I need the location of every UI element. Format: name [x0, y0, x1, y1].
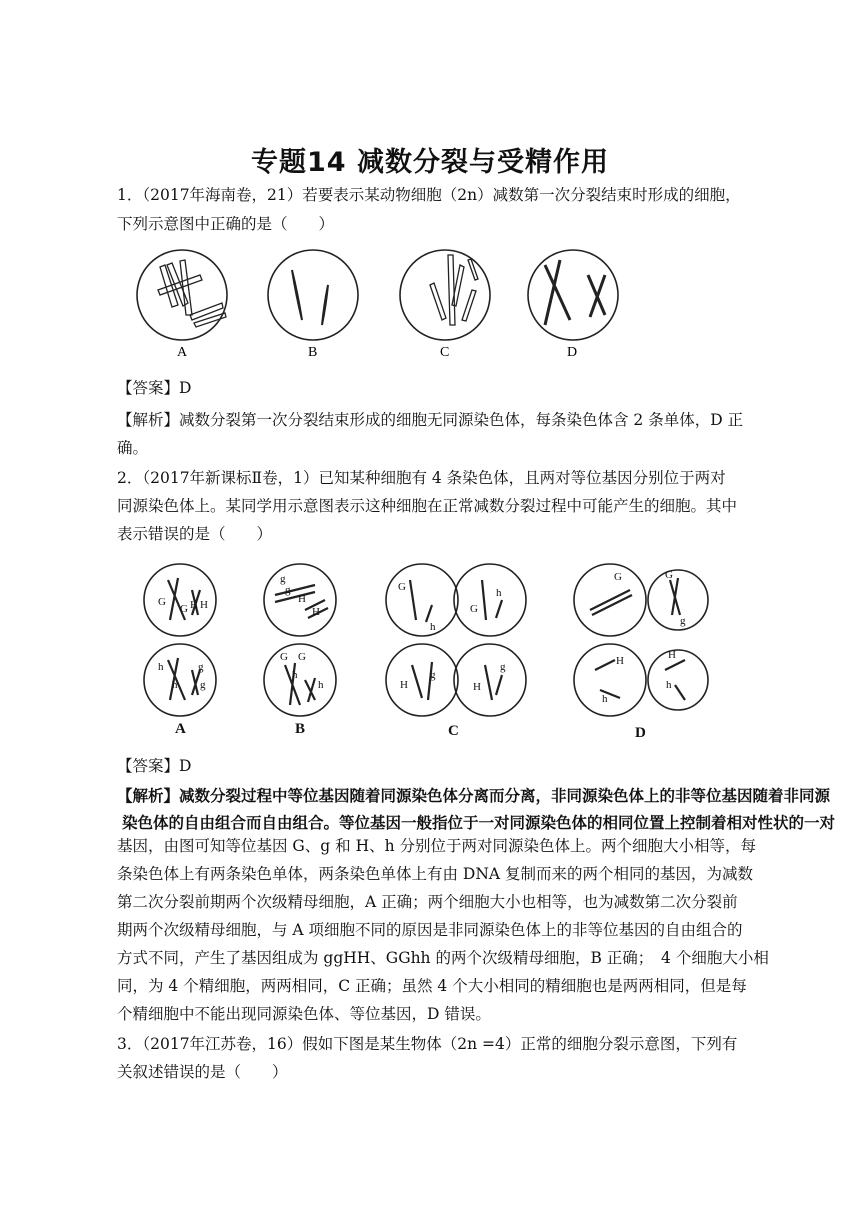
q2-gene-label: h: [602, 693, 608, 705]
q1-label-b: B: [308, 345, 318, 360]
q2-analysis-line4: 条染色体上有两条染色单体，两条染色单体上有由 DNA 复制而来的两个相同的基因，为减数: [117, 865, 754, 883]
q2-gene-label: g: [200, 679, 206, 691]
q2-stem-line2: 同源染色体上。某同学用示意图表示这种细胞在正常减数分裂过程中可能产生的细胞。其中: [117, 497, 738, 515]
q2-answer: 【答案】D: [117, 757, 192, 775]
q2-gene-label: G: [614, 571, 622, 583]
q2-label-b: B: [295, 721, 306, 737]
q2-stem-line3: 表示错误的是（ ）: [117, 525, 273, 543]
q2-label-a: A: [175, 721, 186, 737]
q2-analysis-line6: 期两个次级精母细胞，与 A 项细胞不同的原因是非同源染色体上的非等位基因的自由组合的: [117, 921, 743, 939]
q2-label-d: D: [635, 725, 646, 740]
q1-label-a: A: [177, 345, 188, 360]
q2-gene-label: H: [616, 655, 624, 667]
q2-figure: [140, 560, 710, 740]
q2-gene-label: H: [400, 679, 408, 691]
q2-analysis-line3: 基因，由图可知等位基因 G、g 和 H、h 分别位于两对同源染色体上。两个细胞大小相等，每: [117, 837, 757, 855]
q2-gene-label: H: [473, 681, 481, 693]
q2-analysis-line7: 方式不同，产生了基因组成为 ggHH、GGhh 的两个次级精母细胞，B 正确； 4 个细胞大小相: [117, 949, 769, 967]
q2-analysis-line5: 第二次分裂前期两个次级精母细胞，A 正确；两个细胞大小也相等，也为减数第二次分裂前: [117, 893, 738, 911]
q1-cell-a: [137, 250, 227, 340]
q1-answer: 【答案】D: [117, 379, 192, 397]
q2-gene-label: h: [158, 661, 164, 673]
q2-analysis-line2: 染色体的自由组合而自由组合。等位基因一般指位于一对同源染色体的相同位置上控制着相对性状的一对: [122, 814, 836, 832]
page-title: 专题14 减数分裂与受精作用: [251, 147, 609, 178]
q1-cell-b: [268, 250, 358, 340]
q2-gene-label: G: [180, 603, 188, 615]
q2-label-c: C: [448, 723, 459, 739]
q2-gene-label: g: [198, 661, 204, 673]
q1-figure: [130, 245, 630, 370]
q1-cell-c: [400, 250, 490, 340]
q2-gene-label: h: [496, 587, 502, 599]
q2-gene-label: G: [280, 651, 288, 663]
q2-gene-label: H: [200, 599, 208, 611]
q2-gene-label: h: [172, 679, 178, 691]
q2-gene-label: G: [665, 569, 673, 581]
q2-gene-label: H: [312, 606, 320, 618]
q1-label-c: C: [440, 345, 450, 360]
q2-gene-label: g: [680, 615, 686, 627]
q1-stem-line1: 1．（2017年海南卷，21）若要表示某动物细胞（2n）减数第一次分裂结束时形成的细胞，: [117, 186, 741, 204]
q2-gene-label: g: [500, 661, 506, 673]
q1-analysis-line1: 【解析】减数分裂第一次分裂结束形成的细胞无同源染色体，每条染色体含 2 条单体，D 正: [117, 411, 744, 429]
q2-gene-label: h: [666, 679, 672, 691]
q2-gene-label: g: [285, 584, 291, 596]
q2-gene-label: h: [318, 679, 324, 691]
q2-gene-label: h: [430, 621, 436, 633]
q2-gene-label: G: [298, 651, 306, 663]
q2-gene-label: H: [298, 593, 306, 605]
q3-stem-line2: 关叙述错误的是（ ）: [117, 1063, 288, 1081]
q2-analysis-line8: 同，为 4 个精细胞，两两相同，C 正确；虽然 4 个大小相同的精细胞也是两两相同，但是每: [117, 977, 747, 995]
q1-analysis-line2: 确。: [117, 439, 149, 457]
q2-gene-label: g: [430, 669, 436, 681]
q2-gene-label: H: [190, 599, 198, 611]
q1-label-d: D: [567, 345, 578, 360]
q2-gene-label: G: [158, 596, 166, 608]
q2-analysis-line1: 【解析】减数分裂过程中等位基因随着同源染色体分离而分离，非同源染色体上的非等位基因随着非同源: [117, 787, 831, 805]
q1-cell-d: [528, 250, 618, 340]
q3-stem-line1: 3．（2017年江苏卷，16）假如下图是某生物体（2n =4）正常的细胞分裂示意图，下列有: [117, 1035, 738, 1053]
q2-gene-label: H: [668, 649, 676, 661]
q1-stem-line2: 下列示意图中正确的是（ ）: [117, 215, 335, 233]
q2-gene-label: h: [292, 669, 298, 681]
q2-analysis-line9: 个精细胞中不能出现同源染色体、等位基因，D 错误。: [117, 1005, 491, 1023]
q2-gene-label: G: [398, 581, 406, 593]
q2-stem-line1: 2．（2017年新课标Ⅱ卷，1）已知某种细胞有 4 条染色体，且两对等位基因分别位于两对: [117, 469, 726, 487]
q2-gene-label: G: [470, 603, 478, 615]
q2-gene-label: g: [280, 573, 286, 585]
